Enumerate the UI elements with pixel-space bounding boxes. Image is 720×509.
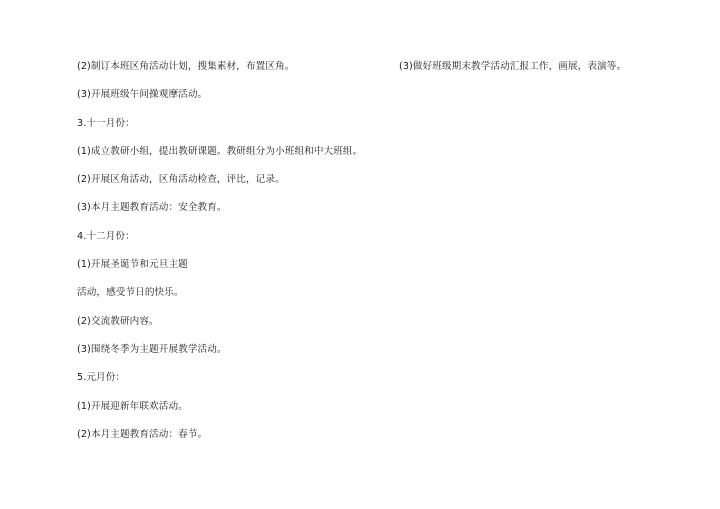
section-heading: 3.十一月份： — [77, 117, 135, 129]
text-line: (1)成立教研小组，提出教研课题。教研组分为小班组和中大班组。 — [77, 145, 363, 157]
text-line: (3)开展班级午间操观摩活动。 — [77, 89, 208, 101]
text-line: (1)开展迎新年联欢活动。 — [77, 400, 188, 412]
text-line: (1)开展圣诞节和元旦主题 — [77, 259, 188, 271]
section-heading: 4.十二月份： — [77, 230, 135, 242]
text-line: (3)做好班级期末教学活动汇报工作，画展，表演等。 — [399, 61, 627, 72]
text-line: (3)围绕冬季为主题开展教学活动。 — [77, 343, 227, 355]
text-line: (3)本月主题教育活动：安全教育。 — [77, 202, 227, 214]
text-line: 活动，感受节日的快乐。 — [77, 287, 184, 299]
text-line: (2)本月主题教育活动：春节。 — [77, 428, 208, 440]
section-heading: 5.元月份： — [77, 372, 126, 384]
text-line: (2)交流教研内容。 — [77, 315, 159, 327]
text-line: (2)开展区角活动，区角活动检查，评比，记录。 — [77, 174, 285, 186]
text-line: (2)制订本班区角活动计划，搜集素材，布置区角。 — [77, 61, 295, 72]
left-column — [77, 60, 377, 456]
right-column — [399, 60, 699, 88]
